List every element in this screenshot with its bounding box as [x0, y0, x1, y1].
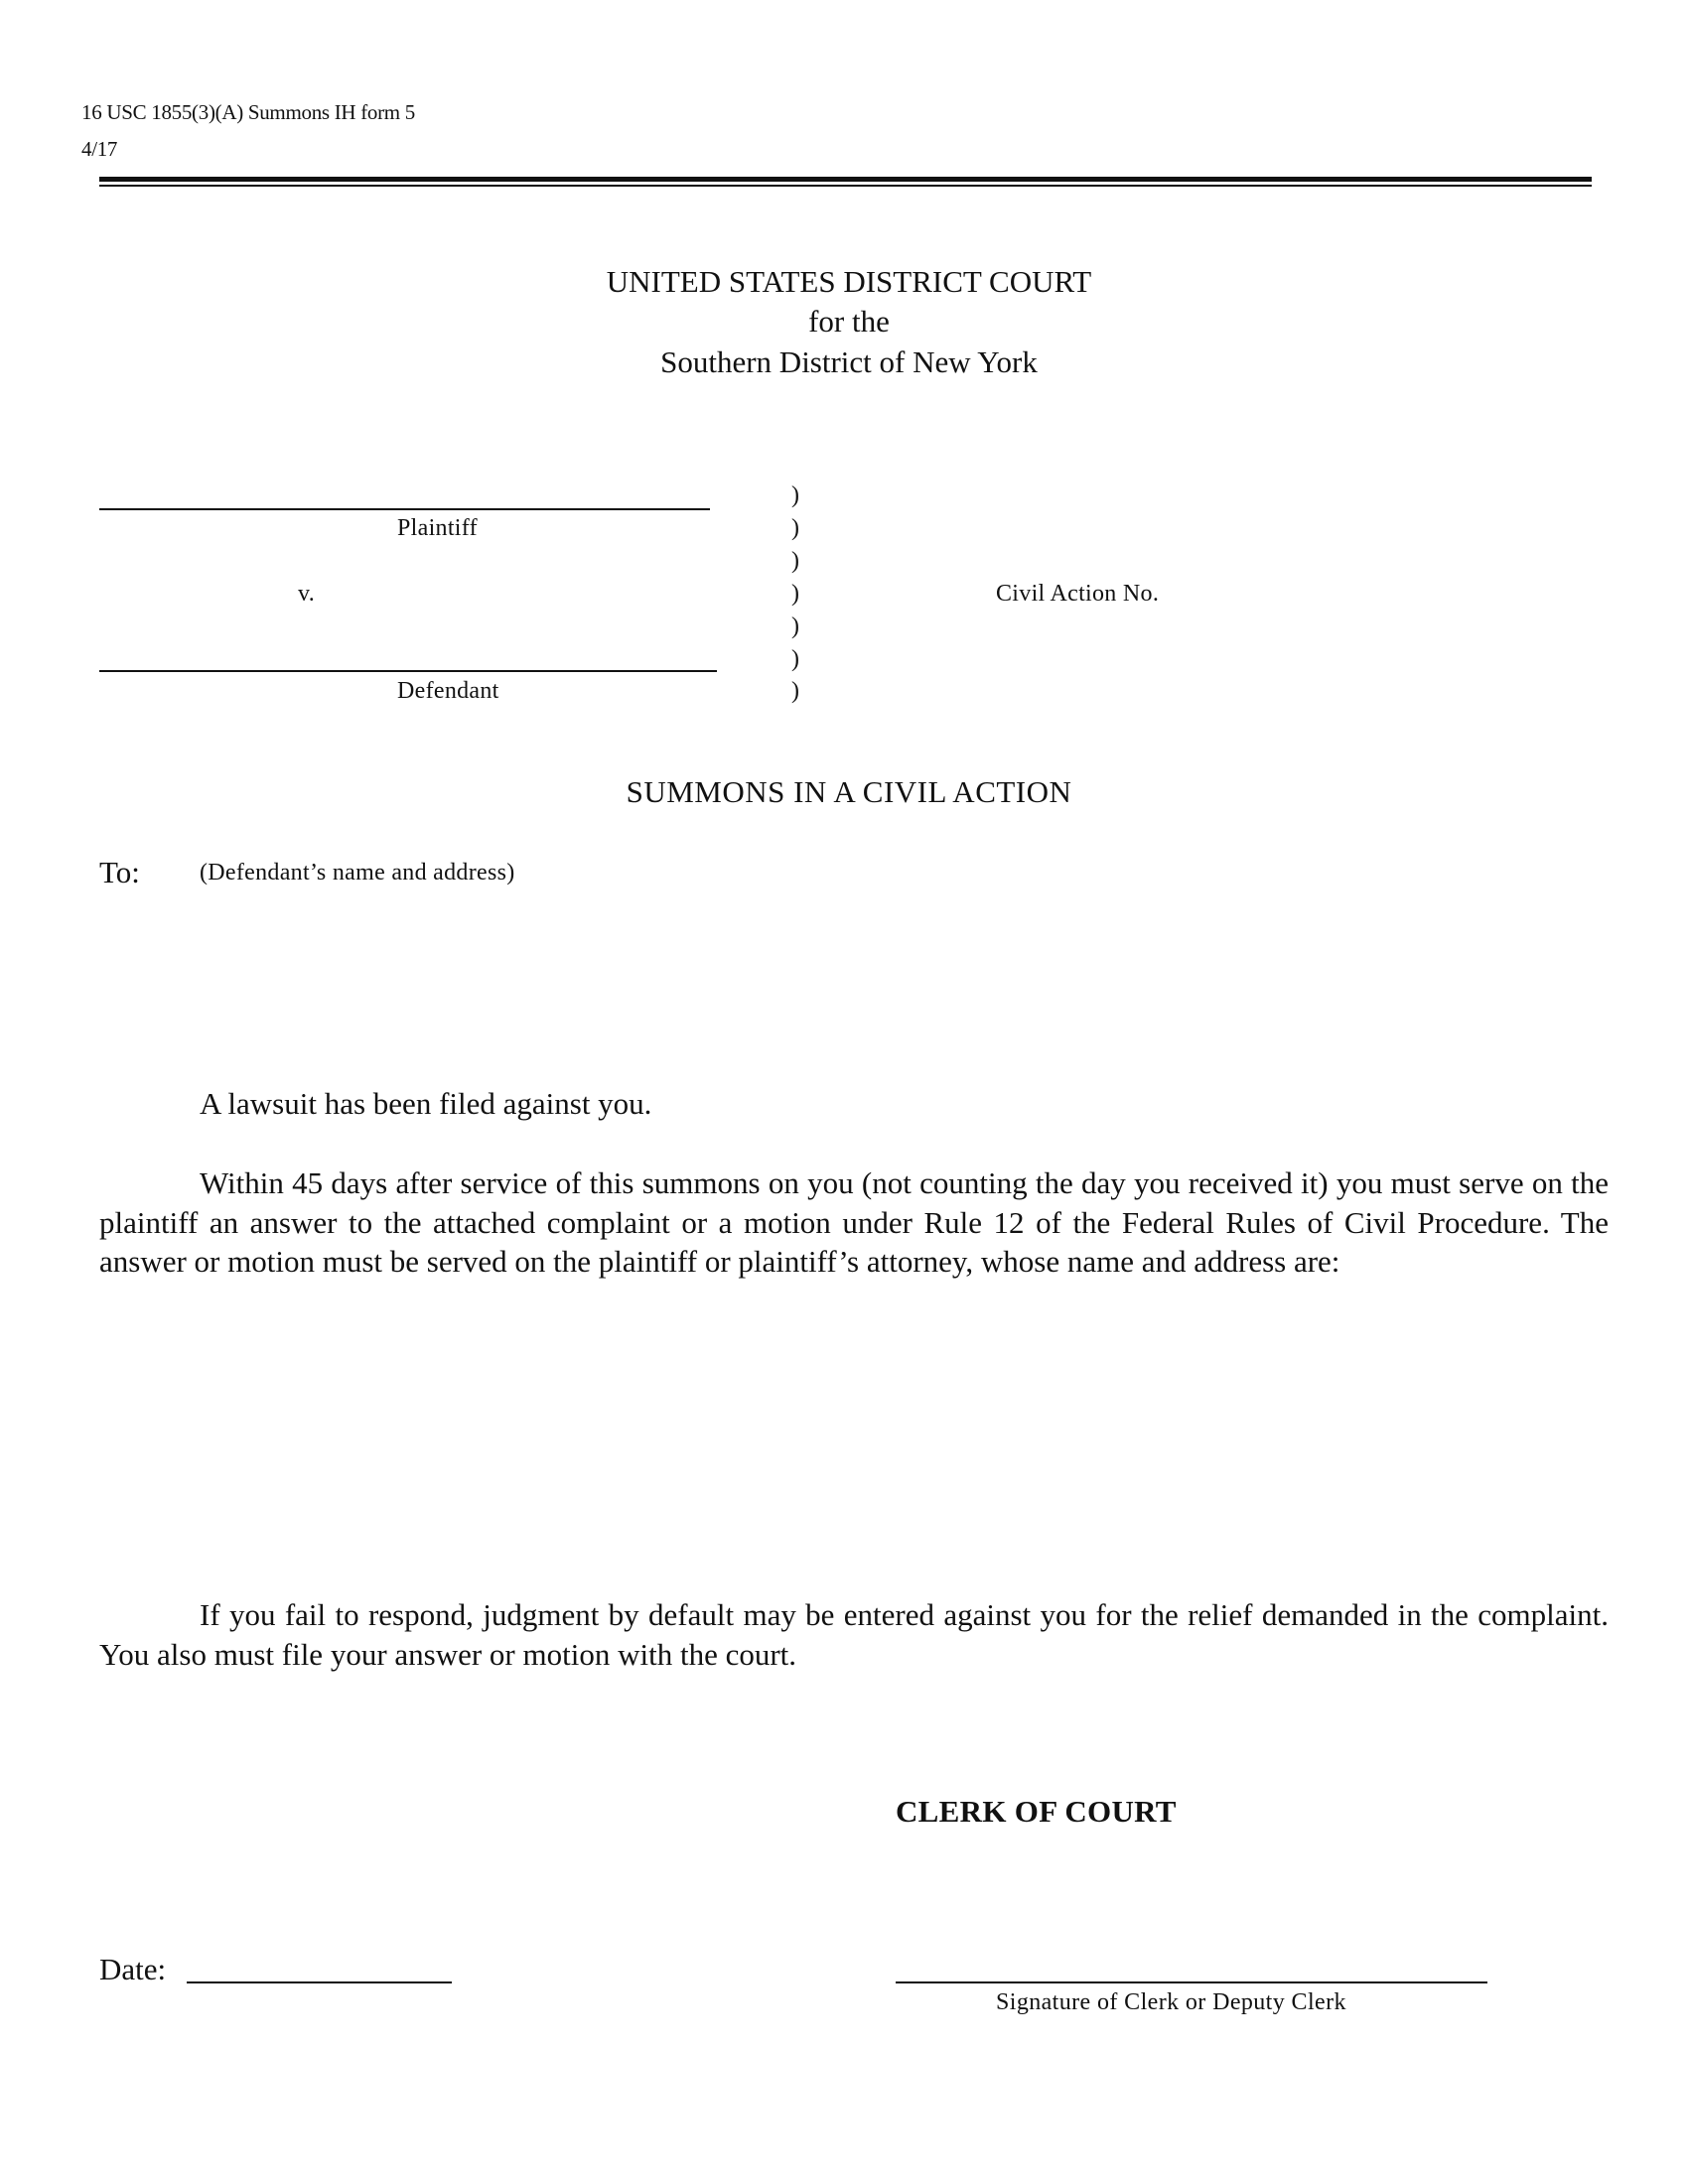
- date-label: Date:: [99, 1952, 167, 1986]
- caption-paren: ): [791, 548, 799, 574]
- caption-paren: ): [791, 614, 799, 639]
- date-line[interactable]: [187, 1981, 452, 1983]
- lawsuit-filed-paragraph: A lawsuit has been filed against you.: [200, 1086, 652, 1121]
- plaintiff-label: Plaintiff: [397, 515, 478, 541]
- header-rule-thin: [99, 185, 1592, 187]
- clerk-signature-line[interactable]: [896, 1981, 1487, 1983]
- caption-paren: ): [791, 678, 799, 704]
- caption-paren: ): [791, 646, 799, 672]
- to-label: To:: [99, 855, 140, 889]
- caption-paren: ): [791, 515, 799, 541]
- civil-action-number-label: Civil Action No.: [996, 581, 1160, 607]
- default-judgment-paragraph: If you fail to respond, judgment by default may be entered against you for the relief demanded in the complaint. You also must file your answer or motion with the court.: [99, 1597, 1609, 1672]
- clerk-of-court-heading: CLERK OF COURT: [896, 1794, 1177, 1829]
- defendant-name-address-note: (Defendant’s name and address): [200, 860, 515, 886]
- signature-caption: Signature of Clerk or Deputy Clerk: [996, 1989, 1346, 2015]
- plaintiff-name-line[interactable]: [99, 508, 710, 510]
- response-deadline-paragraph: Within 45 days after service of this summons on you (not counting the day you received it) you must serve on the plaintiff an answer to the attached complaint or a motion under Rule 12 of the Federal Rules of Civil Procedure. The answer or motion must be served on the plaintiff or plaintiff’s attorney, whose name and address are:: [99, 1165, 1609, 1280]
- versus-label: v.: [298, 581, 316, 607]
- caption-paren: ): [791, 482, 799, 508]
- form-identifier: 16 USC 1855(3)(A) Summons IH form 5: [81, 100, 415, 124]
- court-for-the: for the: [808, 304, 890, 339]
- form-revision: 4/17: [81, 137, 118, 161]
- defendant-name-line[interactable]: [99, 670, 717, 672]
- court-district: Southern District of New York: [660, 344, 1038, 379]
- document-title: SUMMONS IN A CIVIL ACTION: [626, 774, 1072, 809]
- caption-paren: ): [791, 581, 799, 607]
- defendant-label: Defendant: [397, 678, 499, 704]
- court-name: UNITED STATES DISTRICT COURT: [606, 264, 1092, 299]
